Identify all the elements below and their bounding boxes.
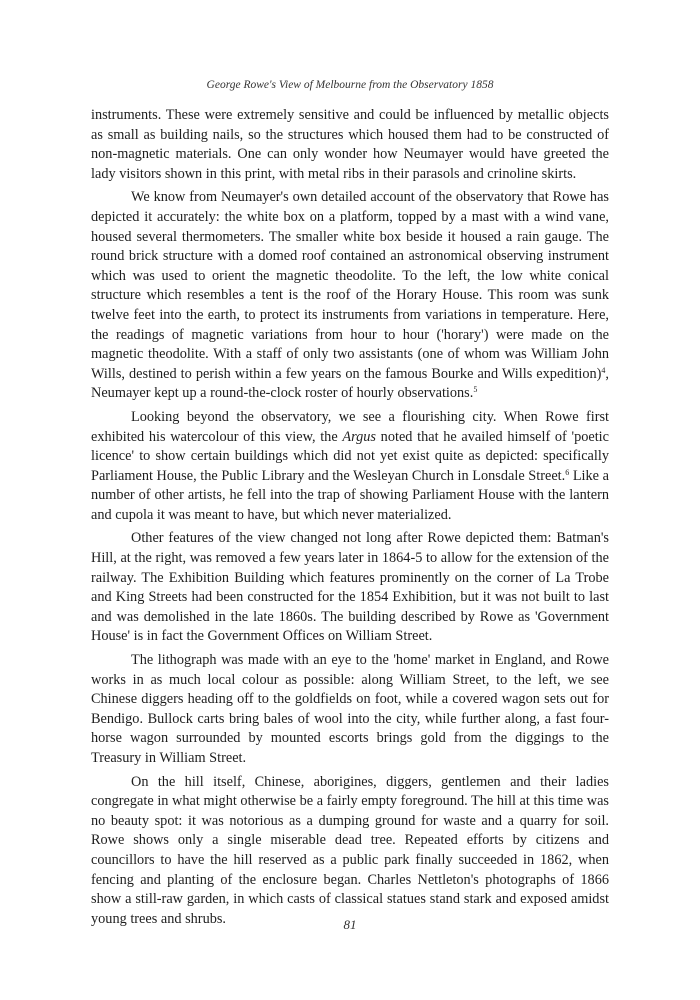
newspaper-title: Argus	[342, 428, 376, 445]
body-text	[91, 106, 609, 929]
paragraph-2	[91, 188, 609, 404]
paragraph-3	[91, 408, 609, 526]
footnote-ref-5: 5	[473, 385, 478, 395]
paragraph-2-text-cont: , Neumayer kept up a round-the-clock roster of hourly observations.	[91, 365, 609, 402]
paragraph-3-text-mid: noted that he availed himself of 'poetic licence' to show certain buildings which did not yet exist quite as depicted: specifically Parliament House, the Public Library and the Wesleyan Church in Lonsdale Street.	[91, 428, 609, 484]
paragraph-3-text-end: Like a number of other artists, he fell into the trap of showing Parliament House with the lantern and cupola it was meant to have, but which never materialized.	[91, 467, 609, 523]
paragraph-2-text: We know from Neumayer's own detailed account of the observatory that Rowe has depicted it accurately: the white box on a platform, topped by a mast with a wind vane, housed several thermometers. The smaller white box beside it housed a rain gauge. The round brick structure with a domed roof contained an astronomical observing instrument which was used to orient the magnetic theodolite. To the left, the low white conical structure which resembles a tent is the roof of the Horary House. This room was sunk twelve feet into the earth, to protect its instruments from variations in temperature. Here, the readings of magnetic variations from hour to hour ('horary') were made on the magnetic theodolite. With a staff of only two assistants (one of whom was William John Wills, destined to perish within a few years on the famous Bourke and Wills expedition)	[91, 189, 609, 382]
paragraph-1: instruments. These were extremely sensitive and could be influenced by metallic objects as small as building nails, so the structures which housed them had to be constructed of non-magnetic materials. One can only wonder how Neumayer would have greeted the lady visitors shown in this print, with metal ribs in their parasols and crinoline skirts.	[91, 107, 609, 182]
paragraph-4: Other features of the view changed not long after Rowe depicted them: Batman's Hill, at the right, was removed a few years later in 1864-5 to allow for the extension of the railway. The Exhibition Building which features prominently on the corner of La Trobe and King Streets had been constructed for the 1854 Exhibition, but it was not built to last and was demolished in the late 1860s. The building described by Rowe as 'Government House' is in fact the Government Offices on William Street.	[91, 530, 609, 645]
page-number: 81	[343, 917, 357, 932]
running-header: George Rowe's View of Melbourne from the Observatory 1858	[206, 79, 494, 91]
paragraph-5: The lithograph was made with an eye to the 'home' market in England, and Rowe works in as much local colour as possible: along William Street, to the left, we see Chinese diggers heading off to the goldfields on foot, while a covered wagon sets out for Bendigo. Bullock carts bring bales of wool into the city, while further along, a fast four-horse wagon surrounded by mounted escorts brings gold from the diggings to the Treasury in William Street.	[91, 652, 609, 766]
footnote-ref-4: 4	[601, 365, 606, 375]
paragraph-3-text: Looking beyond the observatory, we see a flourishing city. When Rowe first exhibited his watercolour of this view, the	[91, 408, 609, 445]
paragraph-6: On the hill itself, Chinese, aborigines, diggers, gentlemen and their ladies congregate in what might otherwise be a fairly empty foreground. The hill at this time was no beauty spot: it was notorious as a dumping ground for waste and a quarry for soil. Rowe shows only a single miserable dead tree. Repeated efforts by citizens and councillors to have the hill reserved as a public park finally succeeded in 1862, when fencing and planting of the enclosure began. Charles Nettleton's photographs of 1866 show a still-raw garden, in which casts of classical statues stand stark and exposed amidst young trees and shrubs.	[91, 773, 609, 927]
footnote-ref-6: 6	[565, 467, 570, 477]
